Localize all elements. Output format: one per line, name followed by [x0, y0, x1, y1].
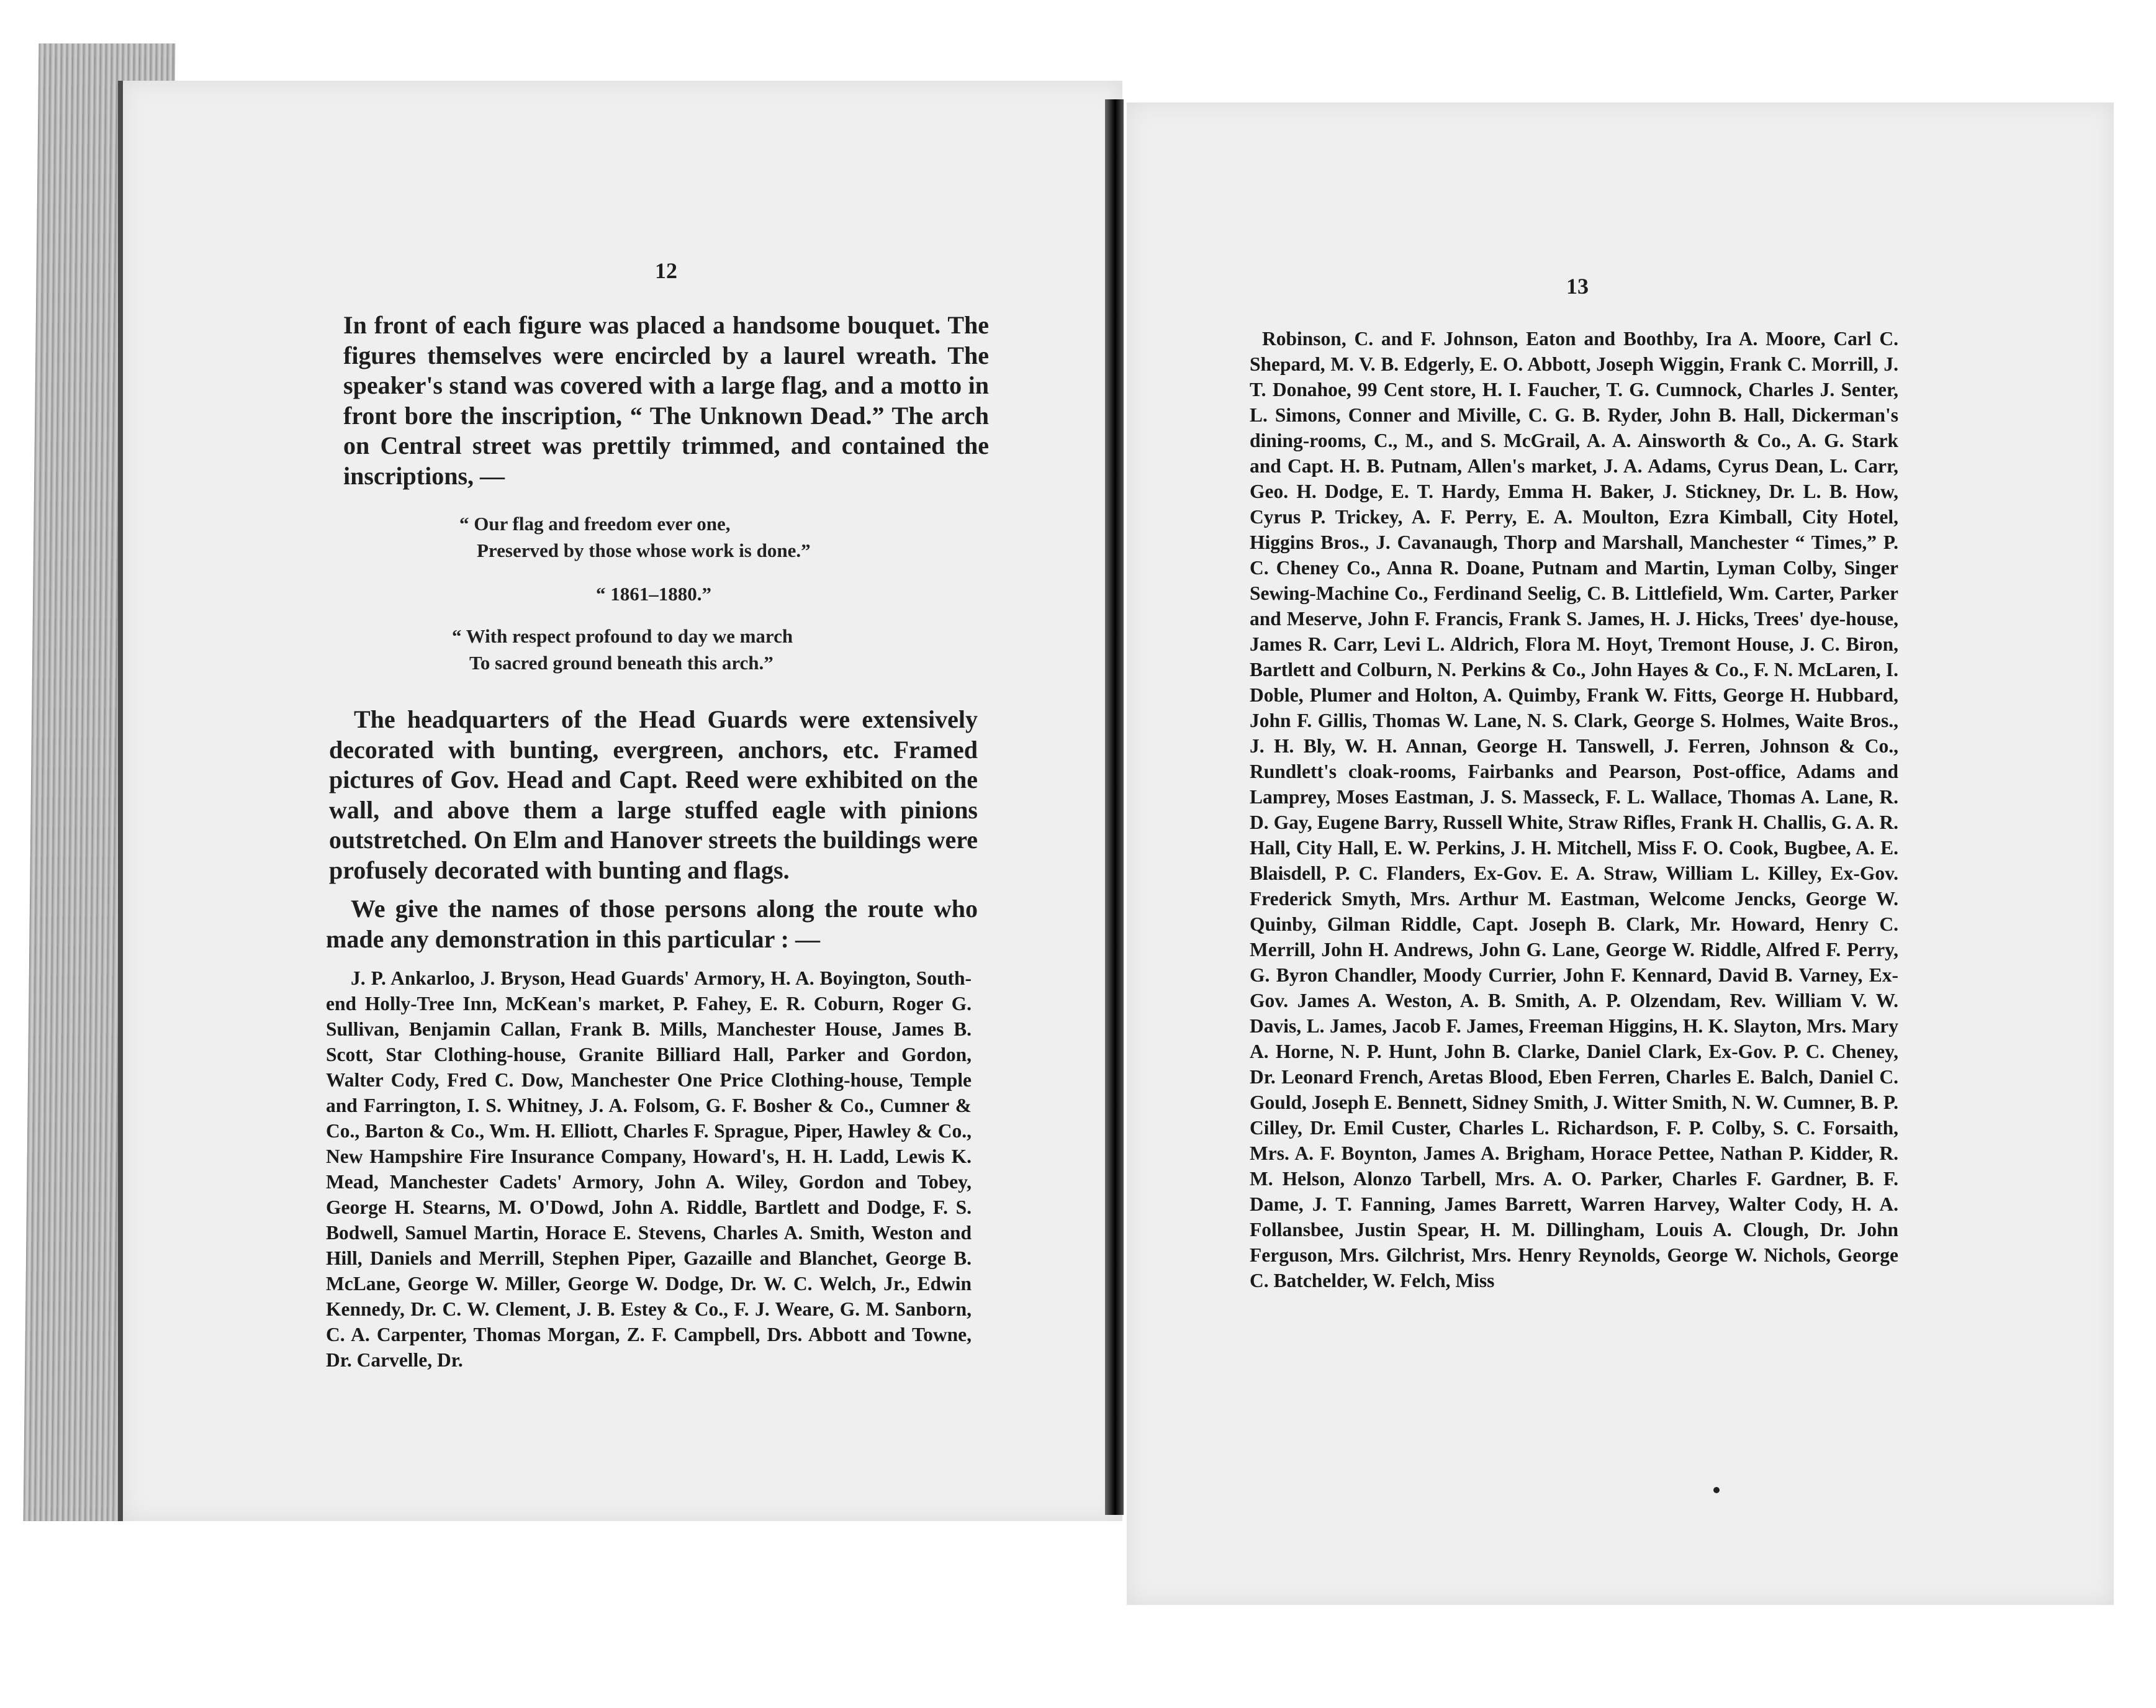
page-number-left: 12: [655, 258, 677, 283]
verse-line: “ Our flag and freedom ever one,: [459, 513, 731, 535]
paragraph-headquarters: The headquarters of the Head Guards were extensively decorated with bunting, evergreen, anchors, etc. Framed pictures of Gov. Head and Capt. Reed were exhibited on the wall, and above them a large stuffed eagle with pinions outstretched. On Elm and Hanover streets the buildings were profusely decorated with bunting and flags.: [329, 705, 978, 884]
names-list-right: Robinson, C. and F. Johnson, Eaton and Boothby, Ira A. Moore, Carl C. Shepard, M. V. B. Edgerly, E. O. Abbott, Joseph Wiggin, Frank C. Morrill, J. T. Donahoe, 99 Cent store, H. I. Faucher, T. G. Cumnock, Charles J. Senter, L. Simons, Conner and Miville, C. G. B. Ryder, John B. Hall, Dickerman's dining-rooms, C., M., and S. McGrail, A. A. Ainsworth & Co., A. G. Stark and Capt. H. B. Putnam, Allen's market, J. A. Adams, Cyrus Dean, L. Carr, Geo. H. Dodge, E. T. Hardy, Emma H. Baker, J. Stickney, Dr. L. B. How, Cyrus P. Trickey, A. F. Perry, E. A. Moulton, Ezra Kimball, City Hotel, Higgins Bros., J. Cavanaugh, Thorp and Marshall, Manchester “ Times,” P. C. Cheney Co., Anna R. Doane, Putnam and Martin, Lyman Colby, Singer Sewing-Machine Co., Ferdinand Seelig, C. B. Littlefield, Wm. Carter, Parker and Meserve, John F. Francis, Frank S. James, H. J. Hicks, Trees' dye-house, James R. Carr, Levi L. Aldrich, Flora M. Hoyt, Tremont House, J. C. Biron, Bartlett and Colburn, N. Perkins & Co., John Hayes & Co., F. N. McLaren, I. Doble, Plumer and Holton, A. Quimby, Frank W. Fitts, George H. Hubbard, John F. Gillis, Thomas W. Lane, N. S. Clark, George S. Holmes, Waite Bros., J. H. Bly, W. H. Annan, George H. Tanswell, J. Ferren, Johnson & Co., Rundlett's cloak-rooms, Fairbanks and Pearson, Post-office, Adams and Lamprey, Moses Eastman, J. S. Masseck, F. L. Wallace, Thomas A. Lane, R. D. Gay, Eugene Barry, Russell White, Straw Rifles, Frank H. Challis, G. A. R. Hall, City Hall, E. W. Perkins, J. H. Mitchell, Miss F. O. Cook, Bugbee, A. E. Blaisdell, P. C. Flanders, Ex-Gov. E. A. Straw, William L. Killey, Ex-Gov. Frederick Smyth, Mrs. Arthur M. Eastman, Welcome Jencks, George W. Quinby, Gilman Riddle, Capt. Joseph B. Clark, Mr. Howard, Henry C. Merrill, John H. Andrews, John G. Lane, George W. Riddle, Alfred F. Perry, G. Byron Chandler, Moody Currier, John F. Kennard, David B. Varney, Ex-Gov. James A. Weston, A. B. Smith, A. P. Olzendam, Rev. William V. W. Davis, L. James, Jacob F. James, Freeman Higgins, H. K. Slayton, Mrs. Mary A. Horne, N. P. Hunt, John B. Clarke, Daniel Clark, Ex-Gov. P. C. Cheney, Dr. Leonard French, Aretas Blood, Eben Ferren, Charles E. Balch, Daniel C. Gould, Joseph E. Bennett, Sidney Smith, J. Witter Smith, N. W. Cumner, B. P. Cilley, Dr. Emil Custer, Charles L. Richardson, F. P. Colby, S. C. Forsaith, Mrs. A. F. Boynton, James A. Brigham, Horace Pettee, Nathan P. Kidder, R. M. Helson, Alonzo Tarbell, Mrs. A. O. Parker, Charles F. Gardner, B. F. Dame, J. T. Fanning, James Barrett, Warren Harvey, Walter Cody, H. A. Follansbee, Justin Spear, H. M. Dillingham, Louis A. Clough, Dr. John Ferguson, Mrs. Gilchrist, Mrs. Henry Reynolds, George W. Nichols, George C. Batchelder, W. Felch, Miss: [1250, 328, 1898, 1291]
verse-line: Preserved by those whose work is done.”: [477, 540, 811, 561]
verse-line: To sacred ground beneath this arch.”: [469, 652, 774, 674]
ink-speck: [1713, 1487, 1720, 1493]
verse-line: “ With respect profound to day we march: [452, 625, 793, 647]
paragraph-decorations: In front of each figure was placed a handsome bouquet. The figures themselves were encircled by a laurel wreath. The speaker's stand was covered with a large flag, and a motto in front bore the inscription, “ The Unknown Dead.” The arch on Central street was prettily trimmed, and contained the inscriptions, —: [343, 311, 989, 490]
page-number-right: 13: [1566, 274, 1589, 299]
names-list-left: J. P. Ankarloo, J. Bryson, Head Guards' Armory, H. A. Boyington, South-end Holly-Tree Inn, McKean's market, P. Fahey, E. R. Coburn, Roger G. Sullivan, Benjamin Callan, Frank B. Mills, Manchester House, James B. Scott, Star Clothing-house, Granite Billiard Hall, Parker and Gordon, Walter Cody, Fred C. Dow, Manchester One Price Clothing-house, Temple and Farrington, I. S. Whitney, J. A. Folsom, G. F. Bosher & Co., Cumner & Co., Barton & Co., Wm. H. Elliott, Charles F. Sprague, Piper, Hawley & Co., New Hampshire Fire Insurance Company, Howard's, H. H. Ladd, Lewis K. Mead, Manchester Cadets' Armory, John A. Wiley, Gordon and Tobey, George H. Stearns, M. O'Dowd, John A. Riddle, Bartlett and Dodge, F. S. Bodwell, Samuel Martin, Horace E. Stevens, Charles A. Smith, Weston and Hill, Daniels and Merrill, Stephen Piper, Gazaille and Blanchet, George B. McLane, George W. Miller, George W. Dodge, Dr. W. C. Welch, Jr., Edwin Kennedy, Dr. C. W. Clement, J. B. Estey & Co., F. J. Weare, G. M. Sanborn, C. A. Carpenter, Thomas Morgan, Z. F. Campbell, Drs. Abbott and Towne, Dr. Carvelle, Dr.: [326, 967, 972, 1371]
dates-line: “ 1861–1880.”: [596, 583, 711, 605]
verse-respect: [452, 623, 793, 676]
verse-flag-freedom: [459, 510, 811, 564]
paragraph-names-intro: We give the names of those persons along the route who made any demonstration in this particular : —: [326, 895, 978, 953]
book-spine: [1105, 99, 1124, 1515]
